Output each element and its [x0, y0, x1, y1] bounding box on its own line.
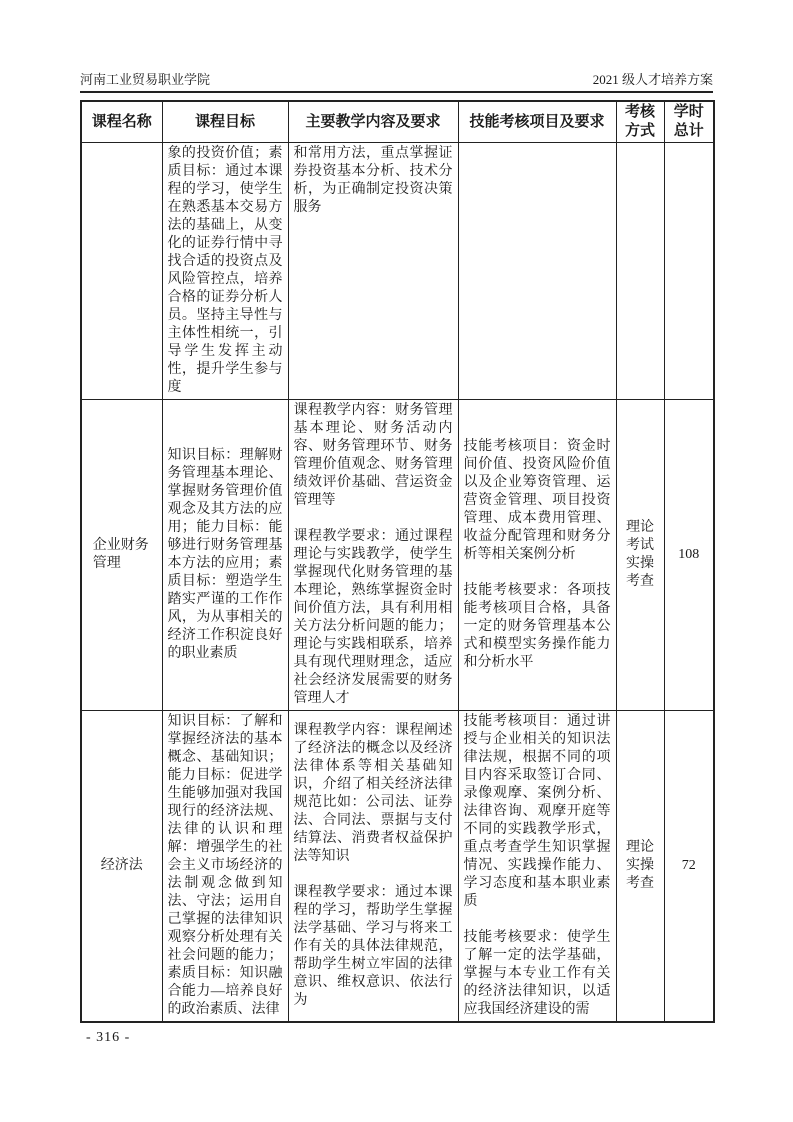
objectives-paragraph: 知识目标：理解财务管理基本理论、掌握财务管理价值观念及其方法的应用；能力目标：能够进行财务管理基本方法的应用；素质目标：塑造学生踏实严谨的工作作风，为从事相关的经济工作积淀良好的职业素质	[167, 448, 283, 661]
column-header-skill-assessment: 技能考核项目及要求	[458, 101, 616, 143]
assessment-method-text: 理论实操考查	[626, 840, 654, 891]
teaching-requirement-paragraph: 课程教学要求：通过课程理论与实践教学，使学生掌握现代化财务管理的基本理论，熟练掌握资金时间价值方法，具有利用相关方法分析问题的能力；理论与实践相联系，培养具有现代理财理念，适应社会经济发展需要的财务管理人才	[293, 529, 453, 706]
assessment-requirement-paragraph: 技能考核要求：使学生了解一定的法学基础，掌握与本专业工作有关的经济法律知识，以适应我国经济建设的需	[463, 930, 611, 1017]
header-plan-title: 2021 级人才培养方案	[592, 72, 713, 87]
teaching-content-paragraph: 课程教学内容：课程阐述了经济法的概念以及经济法律体系等相关基础知识，介绍了相关经济法律规范比如：公司法、证券法、合同法、票据与支付结算法、消费者权益保护法等知识	[293, 723, 453, 864]
running-header	[80, 72, 713, 93]
cell-objectives	[162, 143, 288, 400]
cell-course-name	[81, 711, 162, 1023]
cell-course-name	[81, 143, 162, 400]
header-school-name: 河南工业贸易职业学院	[80, 72, 211, 87]
table-row-economic-law	[81, 711, 714, 1023]
assessment-method-text: 理论考试实操考查	[626, 520, 654, 589]
cell-total-hours: 108	[664, 400, 714, 711]
objectives-paragraph: 知识目标：了解和掌握经济法的基本概念、基础知识；能力目标：促进学生能够加强对我国现行的经济法规、法律的认识和理解：增强学生的社会主义市场经济的法制观念做到知法、守法；运用自己掌握的法律知识观察分析处理有关社会问题的能力；素质目标：知识融合能力—培养良好的政治素质、法律	[167, 714, 283, 1017]
column-header-teaching-content: 主要教学内容及要求	[288, 101, 458, 143]
cell-teaching-content	[288, 400, 458, 711]
cell-skill-assessment	[458, 711, 616, 1023]
page-number: - 316 -	[86, 1030, 131, 1045]
cell-skill-assessment	[458, 400, 616, 711]
column-header-course-name: 课程名称	[81, 101, 162, 143]
course-plan-table	[80, 100, 715, 1023]
assessment-item-paragraph: 技能考核项目：资金时间价值、投资风险价值以及企业筹资管理、运营资金管理、项目投资管理、成本费用管理、收益分配管理和财务分析等相关案例分析	[463, 439, 611, 562]
table-row-continued	[81, 143, 714, 400]
column-header-assessment-method: 考核方式	[616, 101, 664, 143]
cell-course-name	[81, 400, 162, 711]
teaching-content-paragraph: 课程教学内容：财务管理基本理论、财务活动内容、财务管理环节、财务管理价值观念、财务管理绩效评价基础、营运资金管理等	[293, 403, 453, 508]
table-header-row	[81, 101, 714, 143]
cell-assessment-method	[616, 711, 664, 1023]
cell-assessment-method	[616, 400, 664, 711]
cell-teaching-content	[288, 711, 458, 1023]
assessment-item-paragraph: 技能考核项目：通过讲授与企业相关的知识法律法规，根据不同的项目内容采取签订合同、录像观摩、案例分析、法律咨询、观摩开庭等不同的实践教学形式，重点考查学生知识掌握情况、实践操作能力、学习态度和基本职业素质	[463, 714, 611, 909]
cell-total-hours: 72	[664, 711, 714, 1023]
column-header-total-hours: 学时总计	[664, 101, 714, 143]
column-header-objectives: 课程目标	[162, 101, 288, 143]
cell-total-hours	[664, 143, 714, 400]
course-name-text: 企业财务管理	[92, 538, 149, 571]
teaching-paragraph: 和常用方法，重点掌握证券投资基本分析、技术分析，为正确制定投资决策服务	[293, 146, 453, 215]
cell-assessment-method	[616, 143, 664, 400]
teaching-requirement-paragraph: 课程教学要求：通过本课程的学习，帮助学生掌握法学基础、学习与将来工作有关的具体法律规范，帮助学生树立牢固的法律意识、维权意识、依法行为	[293, 885, 453, 1008]
course-name-text: 经济法	[100, 858, 143, 873]
table-row-finance-management	[81, 400, 714, 711]
objectives-paragraph: 象的投资价值；素质目标：通过本课程的学习，使学生在熟悉基本交易方法的基础上，从变化的证券行情中寻找合适的投资点及风险管控点，培养合格的证券分析人员。坚持主导性与主体性相统一，引导学生发挥主动性，提升学生参与度	[167, 146, 283, 395]
cell-objectives	[162, 711, 288, 1023]
cell-objectives	[162, 400, 288, 711]
cell-skill-assessment	[458, 143, 616, 400]
cell-teaching-content	[288, 143, 458, 400]
assessment-requirement-paragraph: 技能考核要求：各项技能考核项目合格，具备一定的财务管理基本公式和模型实务操作能力和分析水平	[463, 583, 611, 670]
